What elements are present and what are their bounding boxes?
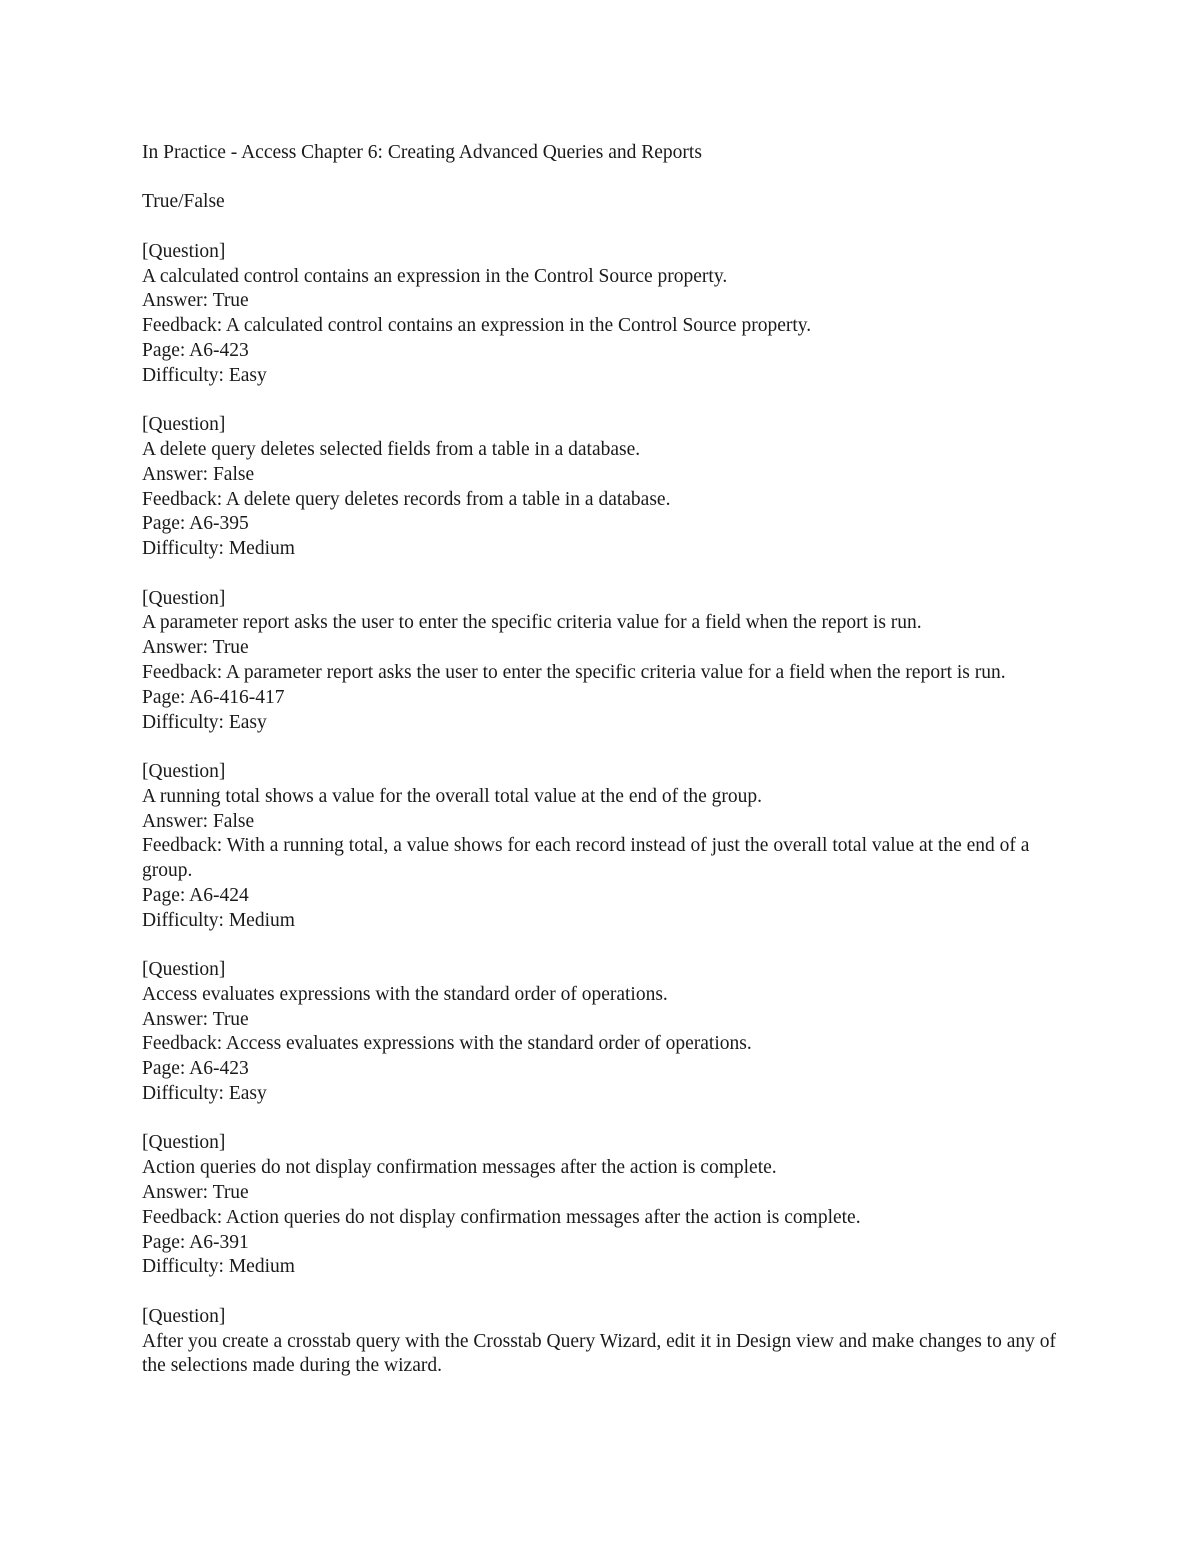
question-block-6 <box>142 1131 1072 1280</box>
question-difficulty: Difficulty: Medium <box>142 909 295 931</box>
section-label: True/False <box>142 191 225 213</box>
question-answer: Answer: True <box>142 1182 249 1204</box>
question-feedback: Feedback: A parameter report asks the user to enter the specific criteria value for a field when the report is run. <box>142 661 1006 683</box>
question-label: [Question] <box>142 1132 226 1154</box>
question-label: [Question] <box>142 959 226 981</box>
question-label: [Question] <box>142 240 226 262</box>
question-page: Page: A6-416-417 <box>142 686 285 708</box>
question-answer: Answer: True <box>142 1008 249 1030</box>
question-text: A parameter report asks the user to enter the specific criteria value for a field when the report is run. <box>142 612 922 634</box>
question-block-2 <box>142 413 1072 562</box>
question-text: A calculated control contains an expression in the Control Source property. <box>142 265 728 287</box>
question-page: Page: A6-423 <box>142 339 249 361</box>
question-difficulty: Difficulty: Easy <box>142 364 267 386</box>
question-text: After you create a crosstab query with the Crosstab Query Wizard, edit it in Design view and make changes to any of the selections made during the wizard. <box>142 1330 1056 1377</box>
question-text: Access evaluates expressions with the standard order of operations. <box>142 983 668 1005</box>
question-feedback: Feedback: With a running total, a value shows for each record instead of just the overall total value at the end of a group. <box>142 835 1030 882</box>
question-block-4 <box>142 760 1072 934</box>
question-label: [Question] <box>142 587 226 609</box>
question-difficulty: Difficulty: Easy <box>142 711 267 733</box>
question-page: Page: A6-424 <box>142 884 249 906</box>
question-difficulty: Difficulty: Medium <box>142 1256 295 1278</box>
question-block-1 <box>142 240 1072 389</box>
question-feedback: Feedback: Access evaluates expressions with the standard order of operations. <box>142 1033 752 1055</box>
question-answer: Answer: False <box>142 463 255 485</box>
question-block-7 <box>142 1305 1072 1379</box>
question-feedback: Feedback: Action queries do not display confirmation messages after the action is complete. <box>142 1206 861 1228</box>
question-feedback: Feedback: A delete query deletes records from a table in a database. <box>142 488 671 510</box>
question-text: A running total shows a value for the overall total value at the end of the group. <box>142 785 763 807</box>
question-block-5 <box>142 958 1072 1107</box>
question-answer: Answer: False <box>142 810 255 832</box>
question-text: Action queries do not display confirmation messages after the action is complete. <box>142 1157 777 1179</box>
question-answer: Answer: True <box>142 290 249 312</box>
question-page: Page: A6-395 <box>142 513 249 535</box>
document-title: In Practice - Access Chapter 6: Creating Advanced Queries and Reports <box>142 142 702 163</box>
question-block-3 <box>142 587 1072 736</box>
question-page: Page: A6-391 <box>142 1231 249 1253</box>
question-feedback: Feedback: A calculated control contains an expression in the Control Source property. <box>142 315 812 337</box>
question-answer: Answer: True <box>142 637 249 659</box>
question-difficulty: Difficulty: Medium <box>142 538 295 560</box>
question-page: Page: A6-423 <box>142 1058 249 1080</box>
question-label: [Question] <box>142 1305 226 1327</box>
question-difficulty: Difficulty: Easy <box>142 1083 267 1105</box>
document-page <box>142 141 1072 1404</box>
question-text: A delete query deletes selected fields from a table in a database. <box>142 438 641 460</box>
question-label: [Question] <box>142 414 226 436</box>
question-label: [Question] <box>142 760 226 782</box>
